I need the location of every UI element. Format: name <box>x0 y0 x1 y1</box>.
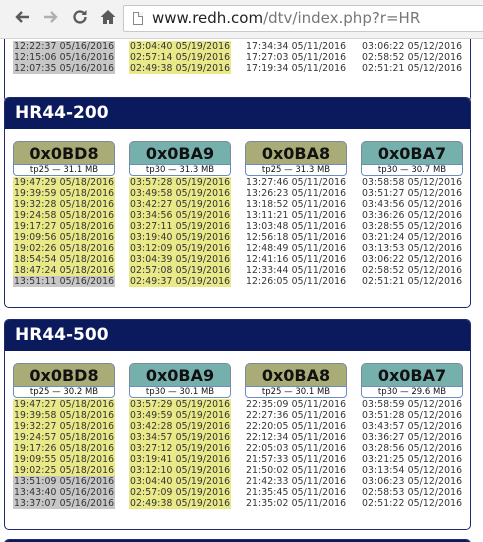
timestamp-line: 03:58:59 05/12/2016 <box>362 399 463 410</box>
timestamp-line: 03:57:29 05/19/2016 <box>130 399 231 410</box>
receiver-panel-partial <box>4 39 471 102</box>
size-label: 30.7 MB <box>411 165 447 175</box>
timestamp-list <box>361 399 463 509</box>
size-label: 29.6 MB <box>411 387 447 397</box>
separator: — <box>49 165 64 175</box>
timestamp-line: 12:41:16 05/11/2016 <box>246 254 347 265</box>
firmware-column <box>13 363 115 509</box>
timestamp-line: 02:57:14 05/19/2016 <box>130 52 231 63</box>
page-content <box>0 39 483 542</box>
timestamp-line: 03:51:28 05/12/2016 <box>362 410 463 421</box>
timestamp-line: 19:17:27 05/18/2016 <box>14 221 115 232</box>
timestamp-line: 21:50:02 05/11/2016 <box>246 465 347 476</box>
timestamp-line: 19:02:26 05/18/2016 <box>14 243 115 254</box>
timestamp-line: 12:26:05 05/11/2016 <box>246 276 347 287</box>
timestamp-line: 19:09:56 05/18/2016 <box>14 232 115 243</box>
timestamp-line: 03:27:11 05/19/2016 <box>130 221 231 232</box>
timestamp-line: 02:49:37 05/19/2016 <box>130 276 231 287</box>
firmware-column <box>13 141 115 287</box>
timestamp-line: 21:35:02 05/11/2016 <box>246 498 347 509</box>
firmware-column <box>245 40 347 74</box>
firmware-code-tile[interactable]: 0x0BA9 <box>129 141 231 164</box>
timestamp-list <box>245 399 347 509</box>
firmware-code-tile[interactable]: 0x0BA9 <box>129 363 231 386</box>
timestamp-line: 02:57:09 05/19/2016 <box>130 487 231 498</box>
firmware-column <box>245 141 347 287</box>
separator: — <box>165 165 180 175</box>
home-icon[interactable] <box>98 8 118 28</box>
url-host: www.redh.com <box>152 9 264 27</box>
tp-label: tp30 <box>377 165 398 175</box>
address-bar-url <box>152 9 420 27</box>
firmware-size-label <box>245 164 347 176</box>
timestamp-line: 02:58:53 05/12/2016 <box>362 487 463 498</box>
receiver-panel <box>4 97 471 308</box>
timestamp-line: 17:27:03 05/11/2016 <box>246 52 347 63</box>
timestamp-line: 13:18:52 05/11/2016 <box>246 199 347 210</box>
back-arrow-icon[interactable] <box>12 8 32 28</box>
timestamp-line: 19:39:59 05/18/2016 <box>14 188 115 199</box>
timestamp-line: 22:35:09 05/11/2016 <box>246 399 347 410</box>
timestamp-line: 12:56:18 05/11/2016 <box>246 232 347 243</box>
timestamp-line: 13:11:21 05/11/2016 <box>246 210 347 221</box>
timestamp-list <box>245 41 347 74</box>
timestamp-list <box>361 41 463 74</box>
timestamp-list <box>13 399 115 509</box>
size-label: 31.3 MB <box>295 165 331 175</box>
timestamp-line: 13:26:23 05/11/2016 <box>246 188 347 199</box>
timestamp-line: 03:04:39 05/19/2016 <box>130 254 231 265</box>
timestamp-line: 03:36:26 05/12/2016 <box>362 210 463 221</box>
timestamp-line: 02:58:52 05/12/2016 <box>362 265 463 276</box>
firmware-size-label <box>129 386 231 398</box>
timestamp-list <box>129 41 231 74</box>
panel-title: HR44-200 <box>5 98 470 129</box>
timestamp-line: 03:51:27 05/12/2016 <box>362 188 463 199</box>
timestamp-line: 03:42:27 05/19/2016 <box>130 199 231 210</box>
timestamp-line: 22:20:05 05/11/2016 <box>246 421 347 432</box>
timestamp-line: 02:57:08 05/19/2016 <box>130 265 231 276</box>
tp-label: tp30 <box>145 165 166 175</box>
firmware-column <box>361 363 463 509</box>
size-label: 31.3 MB <box>179 165 215 175</box>
separator: — <box>165 387 180 397</box>
firmware-size-label <box>245 386 347 398</box>
timestamp-line: 03:19:40 05/19/2016 <box>130 232 231 243</box>
timestamp-line: 13:43:40 05/16/2016 <box>14 487 115 498</box>
timestamp-list <box>129 177 231 287</box>
timestamp-line: 22:27:36 05/11/2016 <box>246 410 347 421</box>
url-path: /dtv/index.php?r=HR <box>263 9 421 27</box>
timestamp-line: 03:06:22 05/12/2016 <box>362 41 463 52</box>
timestamp-line: 19:24:57 05/18/2016 <box>14 432 115 443</box>
firmware-column <box>361 40 463 74</box>
timestamp-line: 13:03:48 05/11/2016 <box>246 221 347 232</box>
timestamp-list <box>361 177 463 287</box>
timestamp-line: 22:12:34 05/11/2016 <box>246 432 347 443</box>
timestamp-line: 03:06:22 05/12/2016 <box>362 254 463 265</box>
timestamp-line: 03:43:56 05/12/2016 <box>362 199 463 210</box>
firmware-code-tile[interactable]: 0x0BD8 <box>13 141 115 164</box>
tp-label: tp30 <box>145 387 166 397</box>
timestamp-line: 02:58:52 05/12/2016 <box>362 52 463 63</box>
timestamp-line: 03:21:25 05/12/2016 <box>362 454 463 465</box>
timestamp-line: 21:35:45 05/11/2016 <box>246 487 347 498</box>
timestamp-line: 03:58:58 05/12/2016 <box>362 177 463 188</box>
reload-icon[interactable] <box>70 8 90 28</box>
timestamp-line: 19:39:58 05/18/2016 <box>14 410 115 421</box>
timestamp-line: 13:27:46 05/11/2016 <box>246 177 347 188</box>
timestamp-line: 03:13:54 05/12/2016 <box>362 465 463 476</box>
size-label: 31.1 MB <box>63 165 99 175</box>
timestamp-line: 03:27:12 05/19/2016 <box>130 443 231 454</box>
timestamp-line: 03:19:41 05/19/2016 <box>130 454 231 465</box>
firmware-size-label <box>13 386 115 398</box>
timestamp-line: 19:47:29 05/18/2016 <box>14 177 115 188</box>
timestamp-line: 19:47:27 05/18/2016 <box>14 399 115 410</box>
timestamp-line: 02:51:22 05/12/2016 <box>362 498 463 509</box>
firmware-column <box>245 363 347 509</box>
timestamp-line: 13:37:07 05/16/2016 <box>14 498 115 509</box>
separator: — <box>281 165 296 175</box>
timestamp-line: 19:09:55 05/18/2016 <box>14 454 115 465</box>
timestamp-line: 21:57:33 05/11/2016 <box>246 454 347 465</box>
firmware-code-tile[interactable]: 0x0BA8 <box>245 363 347 386</box>
receiver-panel <box>4 319 471 530</box>
firmware-size-label <box>361 386 463 398</box>
timestamp-line: 22:05:03 05/11/2016 <box>246 443 347 454</box>
timestamp-line: 12:48:49 05/11/2016 <box>246 243 347 254</box>
timestamp-line: 03:04:40 05/19/2016 <box>130 41 231 52</box>
timestamp-line: 03:12:09 05/19/2016 <box>130 243 231 254</box>
firmware-size-label <box>361 164 463 176</box>
firmware-column <box>129 141 231 287</box>
timestamp-line: 18:47:24 05/18/2016 <box>14 265 115 276</box>
browser-toolbar <box>0 0 483 39</box>
timestamp-line: 03:12:10 05/19/2016 <box>130 465 231 476</box>
timestamp-line: 19:02:25 05/18/2016 <box>14 465 115 476</box>
timestamp-list <box>13 41 115 74</box>
timestamp-line: 19:24:58 05/18/2016 <box>14 210 115 221</box>
separator: — <box>397 165 412 175</box>
firmware-code-tile[interactable]: 0x0BA7 <box>361 141 463 164</box>
firmware-size-label <box>13 164 115 176</box>
timestamp-line: 03:36:27 05/12/2016 <box>362 432 463 443</box>
timestamp-line: 03:42:28 05/19/2016 <box>130 421 231 432</box>
panel-title: HR44-500 <box>5 320 470 351</box>
size-label: 30.2 MB <box>63 387 99 397</box>
firmware-column <box>13 40 115 74</box>
firmware-code-tile[interactable]: 0x0BA7 <box>361 363 463 386</box>
timestamp-list <box>129 399 231 509</box>
firmware-size-label <box>129 164 231 176</box>
timestamp-line: 03:49:59 05/19/2016 <box>130 410 231 421</box>
timestamp-line: 19:32:28 05/18/2016 <box>14 199 115 210</box>
size-label: 30.1 MB <box>295 387 331 397</box>
timestamp-line: 12:15:06 05/16/2016 <box>14 52 115 63</box>
page-icon <box>133 12 143 25</box>
timestamp-line: 03:28:56 05/12/2016 <box>362 443 463 454</box>
timestamp-line: 03:06:23 05/12/2016 <box>362 476 463 487</box>
firmware-column <box>129 40 231 74</box>
timestamp-line: 02:49:38 05/19/2016 <box>130 498 231 509</box>
firmware-column <box>129 363 231 509</box>
forward-arrow-icon[interactable] <box>41 8 61 28</box>
separator: — <box>281 387 296 397</box>
timestamp-line: 12:33:44 05/11/2016 <box>246 265 347 276</box>
timestamp-line: 03:28:55 05/12/2016 <box>362 221 463 232</box>
timestamp-line: 21:42:33 05/11/2016 <box>246 476 347 487</box>
timestamp-line: 12:22:37 05/16/2016 <box>14 41 115 52</box>
timestamp-line: 17:34:34 05/11/2016 <box>246 41 347 52</box>
timestamp-line: 03:34:57 05/19/2016 <box>130 432 231 443</box>
timestamp-line: 02:49:38 05/19/2016 <box>130 63 231 74</box>
separator: — <box>397 387 412 397</box>
tp-label: tp25 <box>29 387 50 397</box>
timestamp-line: 02:51:21 05/12/2016 <box>362 63 463 74</box>
timestamp-line: 12:07:35 05/16/2016 <box>14 63 115 74</box>
timestamp-line: 03:34:56 05/19/2016 <box>130 210 231 221</box>
tp-label: tp30 <box>377 387 398 397</box>
timestamp-list <box>245 177 347 287</box>
timestamp-line: 17:19:34 05/11/2016 <box>246 63 347 74</box>
size-label: 30.1 MB <box>179 387 215 397</box>
tp-label: tp25 <box>29 165 50 175</box>
timestamp-line: 19:32:27 05/18/2016 <box>14 421 115 432</box>
timestamp-line: 18:54:54 05/18/2016 <box>14 254 115 265</box>
firmware-code-tile[interactable]: 0x0BD8 <box>13 363 115 386</box>
scrollbar[interactable] <box>473 39 483 542</box>
address-bar[interactable] <box>123 5 483 32</box>
timestamp-line: 03:49:58 05/19/2016 <box>130 188 231 199</box>
tp-label: tp25 <box>261 387 282 397</box>
firmware-column <box>361 141 463 287</box>
timestamp-line: 03:13:53 05/12/2016 <box>362 243 463 254</box>
timestamp-line: 03:04:40 05/19/2016 <box>130 476 231 487</box>
separator: — <box>49 387 64 397</box>
timestamp-line: 03:21:24 05/12/2016 <box>362 232 463 243</box>
timestamp-line: 02:51:21 05/12/2016 <box>362 276 463 287</box>
tp-label: tp25 <box>261 165 282 175</box>
timestamp-line: 03:43:57 05/12/2016 <box>362 421 463 432</box>
timestamp-line: 13:51:09 05/16/2016 <box>14 476 115 487</box>
timestamp-line: 19:17:26 05/18/2016 <box>14 443 115 454</box>
timestamp-line: 13:51:11 05/16/2016 <box>14 276 115 287</box>
timestamp-line: 03:57:28 05/19/2016 <box>130 177 231 188</box>
timestamp-list <box>13 177 115 287</box>
firmware-code-tile[interactable]: 0x0BA8 <box>245 141 347 164</box>
